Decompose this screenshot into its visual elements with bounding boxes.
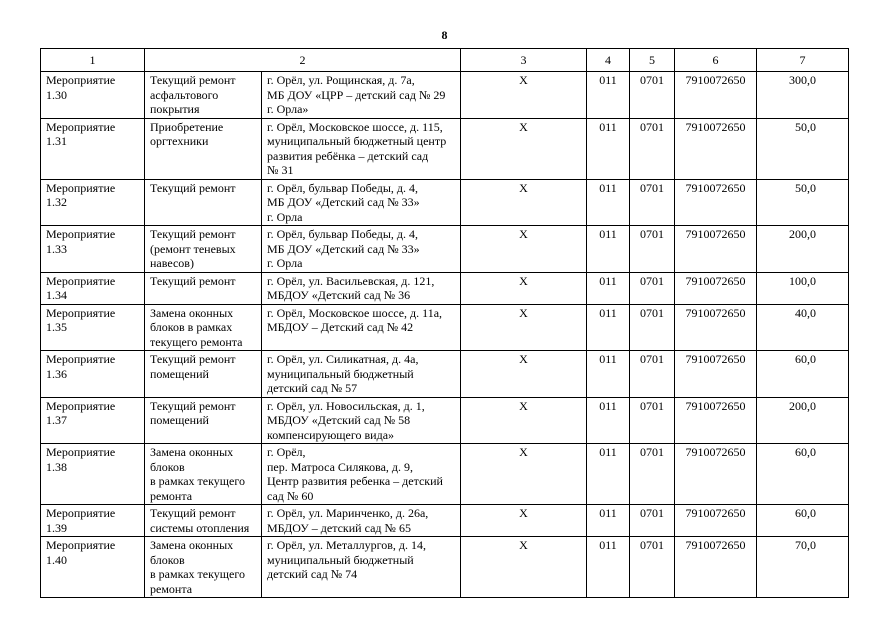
text-line: г. Орёл, Московское шоссе, д. 11а,	[267, 305, 443, 320]
text-line: Мероприятие	[46, 506, 116, 520]
measure-id-cell	[41, 272, 145, 304]
col3-cell: X	[461, 505, 587, 537]
address-cell	[262, 537, 461, 598]
text-line: г. Орёл, бульвар Победы, д. 4,	[267, 227, 419, 241]
text-line: Текущий ремонт	[150, 506, 236, 520]
text-line: муниципальный бюджетный центр	[267, 134, 447, 148]
code-cell: 7910072650	[675, 72, 757, 119]
text-line: Мероприятие	[46, 352, 116, 366]
text-line: г. Орёл, ул. Новосильская, д. 1,	[267, 398, 425, 413]
col5-cell: 0701	[630, 304, 675, 351]
table-row	[41, 272, 849, 304]
measure-id-cell	[41, 226, 145, 273]
address-cell	[262, 72, 461, 119]
text-line: в рамках текущего	[150, 474, 245, 488]
text-line: г. Орла	[267, 256, 303, 270]
measure-id-cell	[41, 505, 145, 537]
measure-id-cell	[41, 304, 145, 351]
col5-cell: 0701	[630, 179, 675, 226]
text-line: г. Орёл, ул. Васильевская, д. 121,	[267, 273, 435, 288]
amount-cell: 50,0	[757, 118, 849, 179]
text-line: текущего ремонта	[150, 334, 243, 349]
text-line: г. Орёл, ул. Маринченко, д. 26а,	[267, 506, 429, 520]
text-line: оргтехники	[150, 134, 209, 148]
measure-name-cell	[145, 272, 262, 304]
measure-id-cell	[41, 179, 145, 226]
text-line: Замена оконных	[150, 305, 234, 320]
col5-cell: 0701	[630, 226, 675, 273]
text-line: Мероприятие	[46, 305, 116, 320]
code-cell: 7910072650	[675, 505, 757, 537]
measure-name-cell	[145, 505, 262, 537]
amount-cell: 40,0	[757, 304, 849, 351]
text-line: блоков	[150, 459, 185, 474]
header-col-5: 5	[630, 49, 675, 72]
text-line: детский сад № 74	[267, 567, 358, 581]
text-line: детский сад № 57	[267, 381, 358, 395]
text-line: 1.40	[46, 552, 67, 567]
text-line: Приобретение	[150, 119, 224, 134]
text-line: г. Орёл, ул. Силикатная, д. 4а,	[267, 352, 419, 366]
measure-id-cell	[41, 118, 145, 179]
text-line: в рамках текущего	[150, 567, 245, 581]
table-row	[41, 179, 849, 226]
text-line: Текущий ремонт	[150, 273, 236, 288]
address-cell	[262, 351, 461, 398]
col5-cell: 0701	[630, 118, 675, 179]
text-line: муниципальный бюджетный	[267, 552, 414, 567]
text-line: Мероприятие	[46, 273, 116, 288]
table-row	[41, 397, 849, 444]
measure-id-cell	[41, 537, 145, 598]
col4-cell: 011	[587, 444, 630, 505]
amount-cell: 60,0	[757, 444, 849, 505]
text-line: Мероприятие	[46, 180, 116, 195]
col5-cell: 0701	[630, 272, 675, 304]
text-line: Текущий ремонт	[150, 180, 236, 195]
text-line: Текущий ремонт	[150, 73, 236, 87]
address-cell	[262, 505, 461, 537]
header-col-2: 2	[145, 49, 461, 72]
text-line: № 31	[267, 163, 294, 177]
col3-cell: X	[461, 397, 587, 444]
col4-cell: 011	[587, 537, 630, 598]
col5-cell: 0701	[630, 537, 675, 598]
code-cell: 7910072650	[675, 179, 757, 226]
measure-name-cell	[145, 397, 262, 444]
measure-name-cell	[145, 179, 262, 226]
col4-cell: 011	[587, 304, 630, 351]
text-line: г. Орёл,	[267, 445, 306, 459]
text-line: Замена оконных	[150, 445, 234, 459]
text-line: г. Орла»	[267, 102, 309, 116]
text-line: 1.37	[46, 413, 67, 427]
address-cell	[262, 226, 461, 273]
text-line: помещений	[150, 366, 209, 381]
table-row	[41, 72, 849, 119]
col3-cell: X	[461, 118, 587, 179]
text-line: компенсирующего вида»	[267, 427, 395, 442]
text-line: МБ ДОУ «Детский сад № 33»	[267, 195, 420, 209]
text-line: 1.33	[46, 241, 67, 256]
text-line: Центр развития ребенка – детский	[267, 474, 443, 488]
text-line: покрытия	[150, 102, 200, 116]
text-line: г. Орла	[267, 209, 303, 224]
text-line: Текущий ремонт	[150, 398, 236, 413]
amount-cell: 200,0	[757, 226, 849, 273]
header-col-1: 1	[41, 49, 145, 72]
col4-cell: 011	[587, 397, 630, 444]
header-col-3: 3	[461, 49, 587, 72]
text-line: Текущий ремонт	[150, 227, 236, 241]
text-line: г. Орёл, Московское шоссе, д. 115,	[267, 119, 443, 134]
address-cell	[262, 118, 461, 179]
budget-table	[40, 48, 849, 598]
header-row	[41, 49, 849, 72]
col3-cell: X	[461, 272, 587, 304]
address-cell	[262, 397, 461, 444]
header-col-7: 7	[757, 49, 849, 72]
text-line: Мероприятие	[46, 73, 116, 87]
address-cell	[262, 304, 461, 351]
address-cell	[262, 272, 461, 304]
table-row	[41, 226, 849, 273]
code-cell: 7910072650	[675, 444, 757, 505]
text-line: ремонта	[150, 488, 193, 503]
text-line: (ремонт теневых	[150, 241, 236, 256]
text-line: 1.30	[46, 87, 67, 102]
code-cell: 7910072650	[675, 118, 757, 179]
text-line: развития ребёнка – детский сад	[267, 148, 429, 163]
code-cell: 7910072650	[675, 537, 757, 598]
text-line: Мероприятие	[46, 227, 116, 241]
text-line: Мероприятие	[46, 538, 116, 552]
text-line: блоков в рамках	[150, 320, 233, 334]
table-row	[41, 304, 849, 351]
measure-id-cell	[41, 397, 145, 444]
table-row	[41, 118, 849, 179]
code-cell: 7910072650	[675, 272, 757, 304]
col4-cell: 011	[587, 118, 630, 179]
measure-id-cell	[41, 72, 145, 119]
col4-cell: 011	[587, 272, 630, 304]
table-row	[41, 444, 849, 505]
col5-cell: 0701	[630, 444, 675, 505]
text-line: г. Орёл, бульвар Победы, д. 4,	[267, 180, 419, 195]
col4-cell: 011	[587, 72, 630, 119]
address-cell	[262, 444, 461, 505]
col4-cell: 011	[587, 351, 630, 398]
page-number: 8	[441, 28, 448, 42]
text-line: 1.35	[46, 320, 67, 334]
amount-cell: 60,0	[757, 505, 849, 537]
text-line: навесов)	[150, 256, 194, 270]
text-line: Мероприятие	[46, 119, 116, 134]
col3-cell: X	[461, 179, 587, 226]
text-line: муниципальный бюджетный	[267, 366, 414, 381]
measure-id-cell	[41, 351, 145, 398]
code-cell: 7910072650	[675, 397, 757, 444]
header-col-4: 4	[587, 49, 630, 72]
text-line: 1.31	[46, 134, 67, 148]
measure-name-cell	[145, 304, 262, 351]
text-line: 1.34	[46, 288, 67, 302]
measure-name-cell	[145, 118, 262, 179]
measure-name-cell	[145, 226, 262, 273]
text-line: 1.38	[46, 459, 67, 474]
text-line: 1.39	[46, 520, 67, 535]
col3-cell: X	[461, 226, 587, 273]
text-line: сад № 60	[267, 488, 314, 503]
text-line: МБДОУ – Детский сад № 42	[267, 320, 414, 334]
amount-cell: 70,0	[757, 537, 849, 598]
code-cell: 7910072650	[675, 304, 757, 351]
text-line: Текущий ремонт	[150, 352, 236, 366]
code-cell: 7910072650	[675, 226, 757, 273]
measure-name-cell	[145, 72, 262, 119]
table-row	[41, 351, 849, 398]
table-row	[41, 537, 849, 598]
col3-cell: X	[461, 72, 587, 119]
text-line: МБДОУ – детский сад № 65	[267, 520, 411, 535]
text-line: асфальтового	[150, 87, 219, 102]
text-line: пер. Матроса Силякова, д. 9,	[267, 459, 414, 474]
address-cell	[262, 179, 461, 226]
text-line: блоков	[150, 552, 185, 567]
text-line: г. Орёл, ул. Рощинская, д. 7а,	[267, 73, 415, 87]
text-line: 1.36	[46, 366, 67, 381]
text-line: Мероприятие	[46, 445, 116, 459]
text-line: МБ ДОУ «Детский сад № 33»	[267, 241, 420, 256]
text-line: МБ ДОУ «ЦРР – детский сад № 29	[267, 87, 446, 102]
table-row	[41, 505, 849, 537]
amount-cell: 60,0	[757, 351, 849, 398]
measure-id-cell	[41, 444, 145, 505]
amount-cell: 50,0	[757, 179, 849, 226]
text-line: Замена оконных	[150, 538, 234, 552]
col4-cell: 011	[587, 226, 630, 273]
amount-cell: 300,0	[757, 72, 849, 119]
text-line: МБДОУ «Детский сад № 58	[267, 413, 411, 427]
text-line: помещений	[150, 413, 209, 427]
col3-cell: X	[461, 444, 587, 505]
col5-cell: 0701	[630, 505, 675, 537]
col5-cell: 0701	[630, 351, 675, 398]
text-line: 1.32	[46, 195, 67, 209]
text-line: ремонта	[150, 581, 193, 596]
measure-name-cell	[145, 537, 262, 598]
measure-name-cell	[145, 444, 262, 505]
col3-cell: X	[461, 537, 587, 598]
col4-cell: 011	[587, 179, 630, 226]
col4-cell: 011	[587, 505, 630, 537]
code-cell: 7910072650	[675, 351, 757, 398]
text-line: системы отопления	[150, 520, 250, 535]
col5-cell: 0701	[630, 397, 675, 444]
text-line: г. Орёл, ул. Металлургов, д. 14,	[267, 538, 427, 552]
amount-cell: 200,0	[757, 397, 849, 444]
col3-cell: X	[461, 351, 587, 398]
col3-cell: X	[461, 304, 587, 351]
col5-cell: 0701	[630, 72, 675, 119]
text-line: МБДОУ «Детский сад № 36	[267, 288, 411, 302]
amount-cell: 100,0	[757, 272, 849, 304]
measure-name-cell	[145, 351, 262, 398]
header-col-6: 6	[675, 49, 757, 72]
text-line: Мероприятие	[46, 398, 116, 413]
